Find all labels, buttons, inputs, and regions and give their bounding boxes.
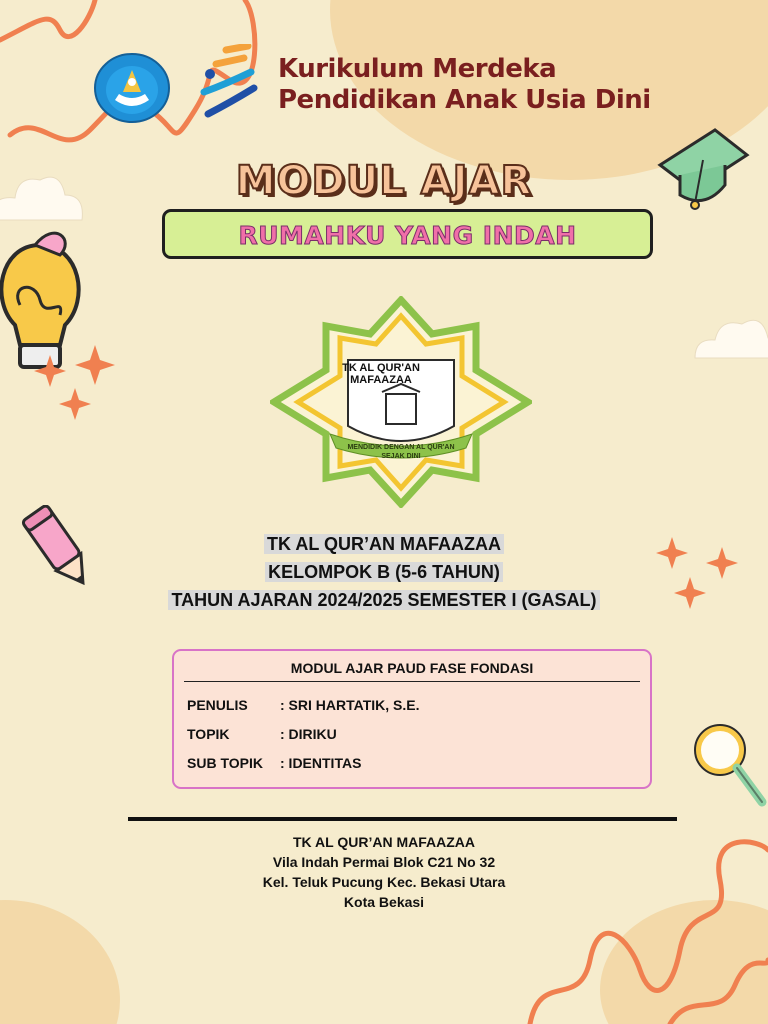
info-value: : DIRIKU: [280, 726, 337, 742]
school-name: TK AL QUR’AN MAFAAZAA: [0, 530, 768, 558]
footer-address-2: Kel. Teluk Pucung Kec. Bekasi Utara: [262, 874, 506, 890]
theme-box: [162, 209, 653, 259]
emblem-name-line-1: TK AL QUR'AN: [342, 362, 420, 374]
info-row-topic: [187, 726, 337, 742]
divider: [128, 817, 677, 821]
info-value: : IDENTITAS: [280, 755, 362, 771]
school-year: TAHUN AJARAN 2024/2025 SEMESTER I (GASAL): [0, 586, 768, 614]
emblem-ribbon-line-2: SEJAK DINI: [381, 453, 421, 460]
school-details: [0, 530, 768, 614]
tutwuri-logo-icon: [93, 52, 171, 124]
cloud-right-icon: [690, 300, 768, 365]
footer-address-1: Vila Indah Permai Blok C21 No 32: [272, 854, 496, 870]
header-line-1: Kurikulum Merdeka: [278, 54, 557, 84]
emblem-ribbon-line-1: MENDIDIK DENGAN AL QUR'AN: [347, 444, 455, 451]
info-row-author: [187, 697, 419, 713]
header-title: [278, 54, 651, 116]
school-group: KELOMPOK B (5-6 TAHUN): [0, 558, 768, 586]
sparkles-left-icon: [25, 340, 125, 430]
footer-school-name: TK AL QUR’AN MAFAAZAA: [293, 834, 475, 850]
emblem-name-line-2: MAFAAZAA: [350, 374, 412, 386]
bg-blob-bottom-left: [0, 900, 120, 1024]
module-info-box: [172, 649, 652, 789]
page-title: MODUL AJAR: [235, 158, 533, 204]
magnifier-icon: [690, 720, 768, 810]
info-row-subtopic: [187, 755, 361, 771]
module-info-heading: MODUL AJAR PAUD FASE FONDASI: [184, 660, 640, 682]
header-line-2: Pendidikan Anak Usia Dini: [278, 85, 651, 115]
school-emblem: [270, 296, 532, 508]
info-value: : SRI HARTATIK, S.E.: [280, 697, 420, 713]
theme-title: RUMAHKU YANG INDAH: [238, 221, 577, 250]
footer-city: Kota Bekasi: [343, 894, 425, 910]
info-key: PENULIS: [187, 697, 248, 713]
info-key: TOPIK: [187, 726, 230, 742]
merdeka-logo-icon: [196, 44, 266, 124]
info-key: SUB TOPIK: [187, 755, 263, 771]
footer-address: [0, 832, 768, 912]
